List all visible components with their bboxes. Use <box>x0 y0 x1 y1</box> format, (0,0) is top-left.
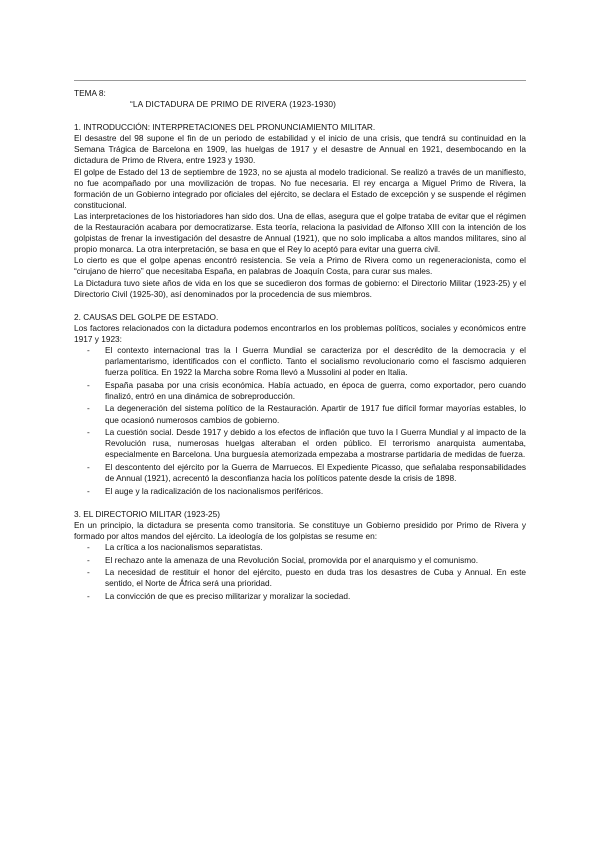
list-item <box>74 403 526 425</box>
list-item <box>74 462 526 484</box>
bullet-dash: - <box>87 344 90 355</box>
list-item-text: La necesidad de restituir el honor del ejército, puesto en duda tras los desastres de Cuba y Annual. En este sentido, el Norte de África será una prioridad. <box>105 567 526 589</box>
paragraph: El golpe de Estado del 13 de septiembre de 1923, no se ajusta al modelo tradicional. Se realizó a través de un manifiesto, no fue acompañado por una movilización de tropas. No fue necesaria. El rey encarga a Miguel Primo de Rivera, la formación de un Gobierno integrado por oficiales del ejército, se declara el Estado de excepción y se suspende el régimen constitucional. <box>74 166 526 210</box>
section-introduccion <box>74 122 526 300</box>
list-item-text: La crítica a los nacionalismos separatistas. <box>105 541 263 552</box>
list-item <box>74 591 526 602</box>
list-item <box>74 542 526 553</box>
paragraph: El desastre del 98 supone el fin de un periodo de estabilidad y el inicio de una crisis, que tendrá su continuidad en la Semana Trágica de Barcelona en 1909, las huelgas de 1917 y el desastre de Annual en 1921, desembocando en la dictadura de Primo de Rivera, entre 1923 y 1930. <box>74 133 526 166</box>
bullet-dash: - <box>87 567 90 578</box>
section-causas <box>74 312 526 497</box>
list-item-text: La cuestión social. Desde 1917 y debido a los efectos de inflación que tuvo la I Guerra Mundial y al impacto de la Revolución rusa, numerosas huelgas alteraban el orden público. El terrorismo anarquista aumentaba, especialmente en Barcelona. Una burguesía atemorizada empezaba a mostrarse partidaria de medidas de fuerza. <box>105 427 526 460</box>
section-heading: 3. EL DIRECTORIO MILITAR (1923-25) <box>74 508 221 519</box>
bullet-list <box>74 345 526 497</box>
section-heading: 1. INTRODUCCIÓN: INTERPRETACIONES DEL PRONUNCIAMIENTO MILITAR. <box>74 122 376 133</box>
list-item-text: España pasaba por una crisis económica. Había actuado, en época de guerra, como exportador, pero cuando finalizó, entró en una dinámica de sobreproducción. <box>105 379 526 401</box>
bullet-dash: - <box>87 427 90 438</box>
document-title: “LA DICTADURA DE PRIMO DE RIVERA (1923-1930) <box>130 99 337 110</box>
paragraph: Lo cierto es que el golpe apenas encontró resistencia. Se veía a Primo de Rivera como un regeneracionista, como el “cirujano de hierro” que necesitaba España, en palabras de Joaquín Costa, para curar sus males. <box>74 255 526 277</box>
list-item-text: El contexto internacional tras la I Guerra Mundial se caracteriza por el descrédito de la democracia y el parlamentarismo, identificados con el conflicto. Tanto el socialismo revolucionario como el fascismo adquieren fuerza política. En 1922 la Marcha sobre Roma llevó a Mussolini al poder en Italia. <box>105 344 526 378</box>
tema-label: TEMA 8: <box>74 88 106 98</box>
paragraph: Las interpretaciones de los historiadores han sido dos. Una de ellas, asegura que el golpe trataba de evitar que el régimen de la Restauración acabara por democratizarse. Esta teoría, relaciona la pasividad de Alfonso XIII con la intención de los golpistas de frenar la investigación del desastre de Annual (1921), que no solo implicaba a altos mandos militares, sino al propio monarca. La otra interpretación, se basa en que el Rey lo aceptó para evitar una guerra civil. <box>74 210 526 255</box>
bullet-dash: - <box>87 554 90 565</box>
bullet-dash: - <box>87 379 90 390</box>
list-item-text: La convicción de que es preciso militarizar y moralizar la sociedad. <box>105 590 351 601</box>
list-item <box>74 567 526 589</box>
bullet-dash: - <box>87 403 90 414</box>
section-heading: 2. CAUSAS DEL GOLPE DE ESTADO. <box>74 311 219 322</box>
list-item-text: El descontento del ejército por la Guerra de Marruecos. El Expediente Picasso, que señalaba responsabilidades de Annual (1921), acrecentó la desconfianza hacia los políticos patente desde la crisis de 1898. <box>105 461 526 483</box>
paragraph: En un principio, la dictadura se presenta como transitoria. Se constituye un Gobierno presidido por Primo de Rivera y formado por altos mandos del ejército. La ideología de los golpistas se resume en: <box>74 519 526 541</box>
paragraph: La Dictadura tuvo siete años de vida en los que se sucedieron dos formas de gobierno: el Directorio Militar (1923-25) y el Directorio Civil (1925-30), así denominados por la procedencia de sus miembros. <box>74 277 526 299</box>
bullet-list <box>74 542 526 602</box>
top-divider <box>74 80 526 81</box>
bullet-dash: - <box>87 461 90 472</box>
list-item-text: La degeneración del sistema político de la Restauración. Apartir de 1917 fue difícil formar mayorías estables, lo que ocasionó numerosos cambios de gobierno. <box>105 403 526 425</box>
document-page <box>74 88 526 603</box>
section-directorio-militar <box>74 509 526 602</box>
bullet-dash: - <box>87 590 90 601</box>
list-item-text: El rechazo ante la amenaza de una Revolución Social, promovida por el anarquismo y el comunismo. <box>105 554 479 565</box>
paragraph: Los factores relacionados con la dictadura podemos encontrarlos en los problemas políticos, sociales y económicos entre 1917 y 1923: <box>74 322 526 344</box>
list-item <box>74 486 526 497</box>
bullet-dash: - <box>87 541 90 552</box>
list-item <box>74 380 526 402</box>
bullet-dash: - <box>87 485 90 496</box>
list-item-text: El auge y la radicalización de los nacionalismos periféricos. <box>105 485 324 496</box>
list-item <box>74 345 526 378</box>
list-item <box>74 427 526 460</box>
list-item <box>74 555 526 566</box>
